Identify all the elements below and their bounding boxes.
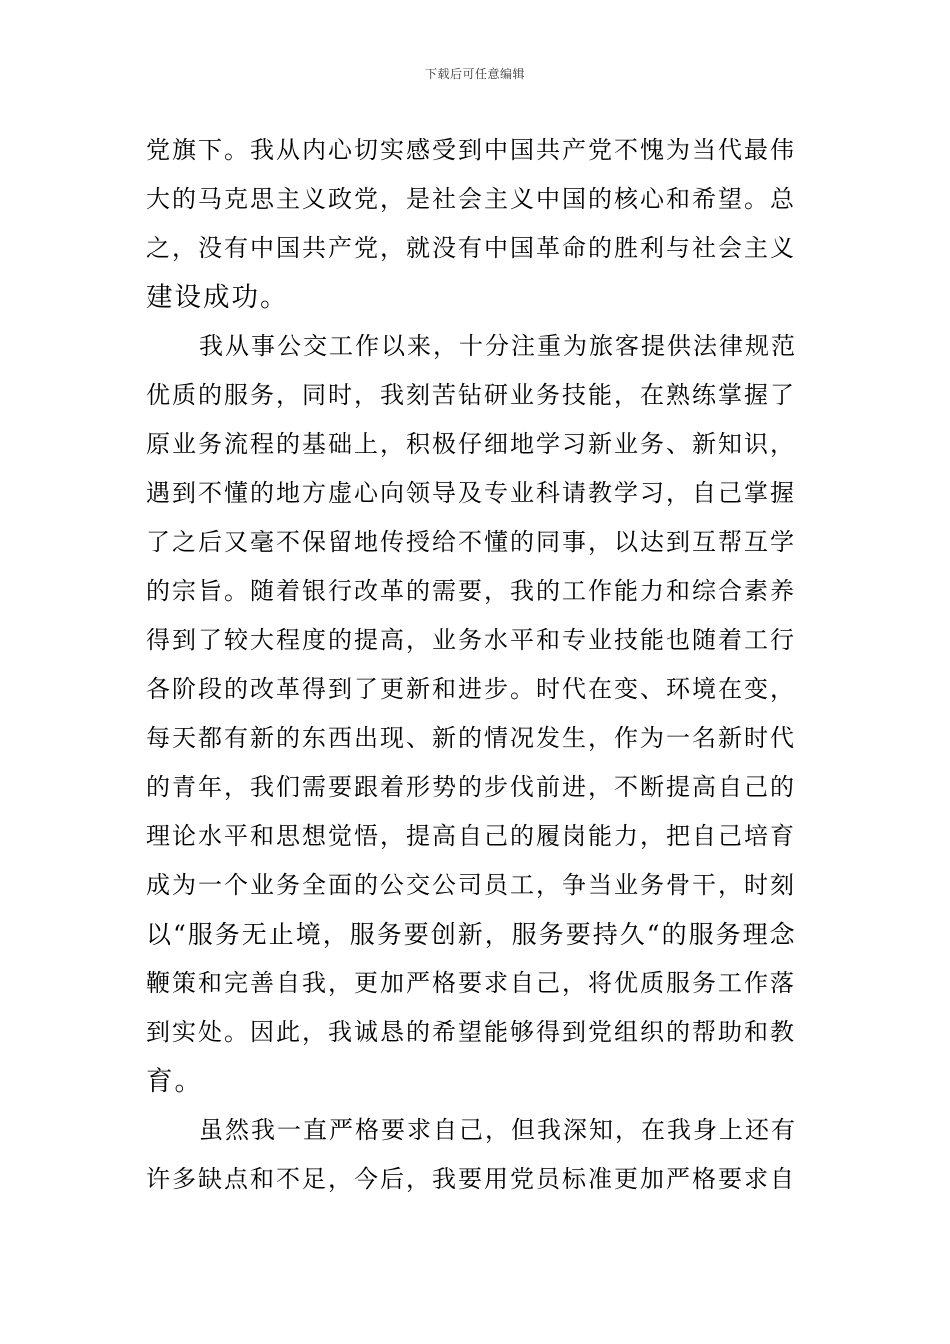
- text-line: 我从事公交工作以来，十分注重为旅客提供法律规范: [199, 332, 797, 360]
- page-header: 下载后可任意编辑: [424, 67, 525, 81]
- text-line: 以“服务无止境，服务要创新，服务要持久“的服务理念: [146, 920, 797, 949]
- text-line: 理论水平和思想觉悟，提高自己的履岗能力，把自己培育: [146, 822, 796, 850]
- text-line: 到实处。因此，我诚恳的希望能够得到党组织的帮助和教: [146, 1018, 796, 1046]
- text-line: 建设成功。: [146, 282, 289, 313]
- text-line: 了之后又毫不保留地传授给不懂的同事，以达到互帮互学: [146, 528, 796, 556]
- text-line: 遇到不懂的地方虚心向领导及专业科请教学习，自己掌握: [146, 479, 796, 507]
- text-line: 许多缺点和不足，今后，我要用党员标准更加严格要求自: [146, 1165, 796, 1193]
- text-line: 大的马克思主义政党，是社会主义中国的核心和希望。总: [146, 185, 796, 213]
- text-line: 的青年，我们需要跟着形势的步伐前进，不断提高自己的: [146, 773, 796, 801]
- text-line: 成为一个业务全面的公交公司员工，争当业务骨干，时刻: [146, 871, 796, 899]
- paragraph-1: [146, 126, 808, 322]
- text-line: 得到了较大程度的提高，业务水平和专业技能也随着工行: [146, 626, 796, 654]
- text-line: 育。: [146, 1066, 203, 1097]
- text-line: 鞭策和完善自我，更加严格要求自己，将优质服务工作落: [146, 969, 796, 997]
- text-line: 党旗下。我从内心切实感受到中国共产党不愧为当代最伟: [146, 136, 796, 164]
- paragraph-3: [146, 1106, 808, 1204]
- document-body: [146, 126, 808, 1204]
- text-line: 优质的服务，同时，我刻苦钻研业务技能，在熟练掌握了: [146, 381, 796, 409]
- text-line: 虽然我一直严格要求自己，但我深知，在我身上还有: [199, 1116, 797, 1144]
- text-line: 每天都有新的东西出现、新的情况发生，作为一名新时代: [146, 724, 796, 752]
- text-line: 之，没有中国共产党，就没有中国革命的胜利与社会主义: [146, 234, 796, 262]
- text-line: 的宗旨。随着银行改革的需要，我的工作能力和综合素养: [146, 577, 796, 605]
- text-line: 原业务流程的基础上，积极仔细地学习新业务、新知识，: [146, 430, 796, 458]
- paragraph-2: [146, 322, 808, 1106]
- text-line: 各阶段的改革得到了更新和进步。时代在变、环境在变，: [146, 675, 796, 703]
